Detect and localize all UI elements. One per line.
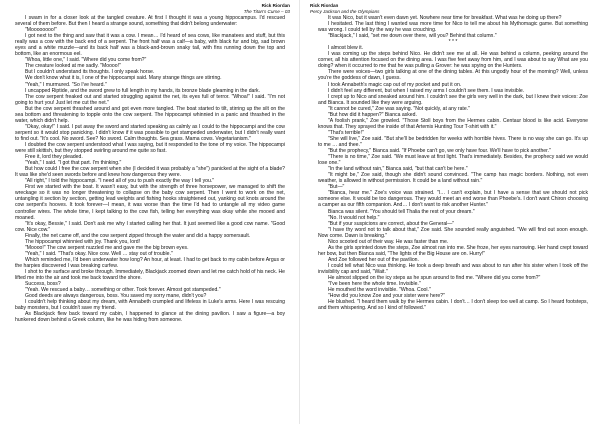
paragraph: "I have thy word not to talk about that," Zoe said. She sounded really anguished. "We will find out soon enough. Now come. Dawn is breaking." xyxy=(318,226,588,239)
paragraph: I doubted the cow serpent understood what I was saying, but it responded to the tone of my voice. The hippocampi were still skittish, but they stopped swirling around me quite so fast. xyxy=(15,141,285,155)
paragraph: The hippocampi whinnied with joy. Thank you, lord! xyxy=(25,238,141,245)
paragraph: He almost slipped on the icy steps as he spun around to find me. "Where did you come from?" xyxy=(328,275,541,282)
paragraph: "It might be," Zoe said, though she didn't sound convinced. "The camp has magic borders. Nothing, not even weather, is allowed in without permission. It could be a land without rain." xyxy=(318,172,588,185)
right-page xyxy=(300,0,600,424)
paragraph: "Moooooooo!" xyxy=(25,27,57,34)
paragraph: The creature looked at me sadly. "Moooo!" xyxy=(25,63,121,70)
paragraph: I hesitated. The last thing I wanted was more time for Nico to tell me about his Mythomagic game. But something was wrong. I could tell by the way he was crouching. xyxy=(318,21,588,34)
right-header-author: Rick Riordan xyxy=(310,3,339,8)
left-page-text xyxy=(15,15,285,420)
left-page-header xyxy=(244,3,290,14)
paragraph: I uncapped Riptide, and the sword grew to full length in my hands, its bronze blade gleaming in the dark. xyxy=(25,87,261,94)
paragraph: Bianca was silent. "You should tell Thalia the rest of your dream." xyxy=(328,208,475,215)
paragraph: Finally, the net came off, and the cow serpent zipped through the water and did a happy somersault. xyxy=(25,232,251,239)
paragraph: I crept up to Nico and sneaked around him. I couldn't see the girls very well in the dark, but I knew their voices: Zoe and Bianca. It sounded like they were arguing. xyxy=(318,93,588,106)
paragraph: "Yeah," I said. "That's okay. Nice cow. Well … stay out of trouble." xyxy=(25,250,173,257)
paragraph: "Whoa, little one," I said. "Where did you come from?" xyxy=(25,57,147,64)
paragraph: Success, boss? xyxy=(25,281,61,288)
paragraph: Which reminded me, I'd been underwater how long? An hour, at least. I had to get back to my cabin before Argus or the harpies discovered I was breaking curfew. xyxy=(15,256,285,269)
paragraph: First we started with the boat. It wasn't easy, but with the strength of three horsepower, we managed to shift the wreckage so it was no longer threatening to collapse on the baby cow serpent. Then I went to work on the net, untangling it section by section, getting lead weights and fishing hooks straightened out, yanking out knots around the cow serpent's hooves. It took forever—I mean, it was worse than the time I'd had to untangle all my video game controller wires. The whole time, I kept talking to the cow fish, telling her everything was okay while she mooed and moaned. xyxy=(15,184,285,221)
paragraph: Nico scooted out of their way. He was faster than me. xyxy=(328,238,449,245)
paragraph: He blushed. "I heard them walk by the Hermes cabin. I don't… I don't sleep too well at camp. So I heard footsteps, and them whispering. And so I kind of followed." xyxy=(318,299,588,312)
paragraph: I took Annabeth's magic cap out of my pocket and put it on. xyxy=(328,81,462,88)
paragraph: I didn't feel any different, but when I raised my arms I couldn't see them. I was invisible. xyxy=(328,87,525,94)
paragraph: He mouthed the word invisible. "Whoa. Cool." xyxy=(328,287,431,294)
paragraph: "Blackjack," I said, "set me down over there, will you? Behind that column." xyxy=(328,33,497,40)
paragraph: "Yeah," I murmured. "So I've heard." xyxy=(25,81,107,88)
paragraph: "But—" xyxy=(328,184,345,191)
right-page-text xyxy=(318,15,588,420)
paragraph: I shot to the surface and broke through. Immediately, Blackjack zoomed down and let me catch hold of his neck. He lifted me into the air and took me back toward the shore. xyxy=(15,268,285,282)
left-header-title: The Titan's Curse – 03 xyxy=(243,8,290,14)
paragraph: "All right," I told the hippocampi. "I need all of you to push exactly the way I tell you." xyxy=(25,178,215,185)
paragraph: And Zoe followed her out of the pavilion. xyxy=(328,256,419,263)
paragraph: It was Nico, but it wasn't even dawn yet. Nowhere near time for breakfast. What was he doing up there? xyxy=(328,15,562,21)
paragraph: "Moooo!" The cow serpent nuzzled me and gave me the big brown eyes. xyxy=(25,244,189,251)
paragraph: I could tell what Nico was thinking. He took a deep breath and was about to run after his sister when I took off the invisibility cap and said, "Wait." xyxy=(318,262,588,275)
paragraph: I got next to the thing and saw that it was a cow. I mean… I'd heard of sea cows, like manatees and stuff, but this really was a cow with the back end of a serpent. The front half was a calf—a baby, with black fur and big, sad brown eyes and a white muzzle—and its back half was a black-and-brown snaky tail, with fins running down the top and bottom, like an enormous eel. xyxy=(15,33,285,58)
paragraph: I swam in for a closer look at the tangled creature. At first I thought it was a young hippocampus. I'd rescued several of them before. But then I heard a strange sound, something that didn't belong underwater: xyxy=(15,15,285,28)
paragraph: The cow serpent freaked out and started struggling against the net, its eyes full of terror. "Whoa!" I said. "I'm not going to hurt you! Just let me cut the net." xyxy=(15,93,285,106)
paragraph: "Okay, okay!" I said. I put away the sword and started speaking as calmly as I could to the hippocampi and the cow serpent so it would stop panicking. I didn't know if it was possible to get stampeded underwater, but I didn't really want to find out. "It's cool. No sword. See? No sword. Calm thoughts. Sea grass. Mama cows. Vegetarianism." xyxy=(15,123,285,142)
paragraph: "Yeah," I said. "I got that part. I'm thinking." xyxy=(25,160,122,167)
right-page-header xyxy=(310,3,379,14)
paragraph: "But if your suspicions are correct, about the General—" xyxy=(328,220,455,227)
paragraph: "Yeah. We rescued a baby… something or other. Took forever. Almost got stampeded." xyxy=(25,287,221,294)
left-header-author: Rick Riordan xyxy=(261,3,290,8)
paragraph: But the cow serpent thrashed around and got even more tangled. The boat started to tilt, stirring up the silt on the sea bottom and threatening to topple onto the cow serpent. The hippocampi whinnied in a panic and thrashed in the water, which didn't help. xyxy=(15,105,285,124)
paragraph: But how could I free the cow serpent when she (I decided it was probably a "she") panicked at the sight of a blade? It was like she'd seen swords before and knew how dangerous they were. xyxy=(15,166,285,179)
paragraph: But I couldn't understand its thoughts. I only speak horse. xyxy=(25,69,155,76)
paragraph: Free it, lord they pleaded. xyxy=(25,154,83,161)
paragraph: As Blackjack flew back toward my cabin, I happened to glance at the dining pavilion. I saw a figure—a boy hunkered down behind a Greek column, like he was hiding from someone. xyxy=(15,311,285,324)
paragraph: I almost blew it. xyxy=(328,45,364,52)
paragraph: "There is no time," Zoe said. "We must leave at first light. That's immediately. Besides, the prophecy said we would lose one." xyxy=(318,154,588,167)
paragraph: "But how did it happen?" Bianca asked. xyxy=(328,111,417,118)
paragraph: * * * xyxy=(448,39,458,46)
paragraph: "Bianca, hear me." Zoe's voice was strained. "I… I can't explain, but I have a sense that we should not pick someone else. It would be too dangerous. They would meet an end worse than Phoebe's. I don't want Chiron choosing a camper as our fifth companion. And… I don't want to risk another Hunter." xyxy=(318,190,588,209)
paragraph: There were voices—two girls talking at one of the dining tables. At this ungodly hour of the morning? Well, unless you're the goddess of dawn, I guess. xyxy=(318,69,588,82)
paragraph: "How did you know Zoe and your sister were here?" xyxy=(328,293,445,300)
paragraph: "It cannot be cured," Zoe was saying. "Not quickly, at any rate." xyxy=(328,105,470,112)
paragraph: "I've been here the whole time. Invisible." xyxy=(328,281,421,288)
paragraph: "It's okay, Bessie," I said. Don't ask me why I started calling her that. It just seemed like a good cow name. "Good cow. Nice cow." xyxy=(15,220,285,233)
paragraph: As the girls sprinted down the steps, Zoe almost ran into me. She froze, her eyes narrowing. Her hand crept toward her bow, but then Bianca said, "The lights of the Big House are on. Hurry!" xyxy=(318,244,588,257)
paragraph: We don't know what it is, I one of the hippocampi said. Many strange things are stirring. xyxy=(25,75,222,82)
paragraph: "That's terrible!" xyxy=(328,129,364,136)
paragraph: I was coming up the steps behind Nico. He didn't see me at all. He was behind a column, peeking around the corner, all his attention focused on the dining area. I was five feet away from him, and I was about to say What are you doing? when it occurred to me that he was pulling a Grover: he was spying on the Hunters. xyxy=(318,51,588,70)
right-header-title: Percy Jackson and the Olympians xyxy=(310,8,380,14)
paragraph: "A foolish prank," Zoe growled. "Those Stoll boys from the Hermes cabin. Centaur blood is like acid. Everyone knows that. They sprayed the inside of that Artemis Hunting Tour T-shirt with it." xyxy=(318,117,588,130)
paragraph: "No. It would not help." xyxy=(328,214,380,221)
paragraph: "She will live," Zoe said. "But she'll be bedridden for weeks with horrible hives. There is no way she can go. It's up to me … and thee." xyxy=(318,135,588,148)
paragraph: "But the prophecy," Bianca said. "If Phoebe can't go, we only have four. We'll have to pick another." xyxy=(328,148,551,155)
paragraph: "In the land without rain," Bianca said, "but that can't be here." xyxy=(328,166,468,173)
paragraph: Good deeds are always dangerous, boss. You saved my sorry mane, didn't you? xyxy=(25,293,207,300)
paragraph: I couldn't help thinking about my dream, with Annabeth crumpled and lifeless in Luke's arms. Here I was rescuing baby monsters, but I couldn't save my friend. xyxy=(15,299,285,312)
